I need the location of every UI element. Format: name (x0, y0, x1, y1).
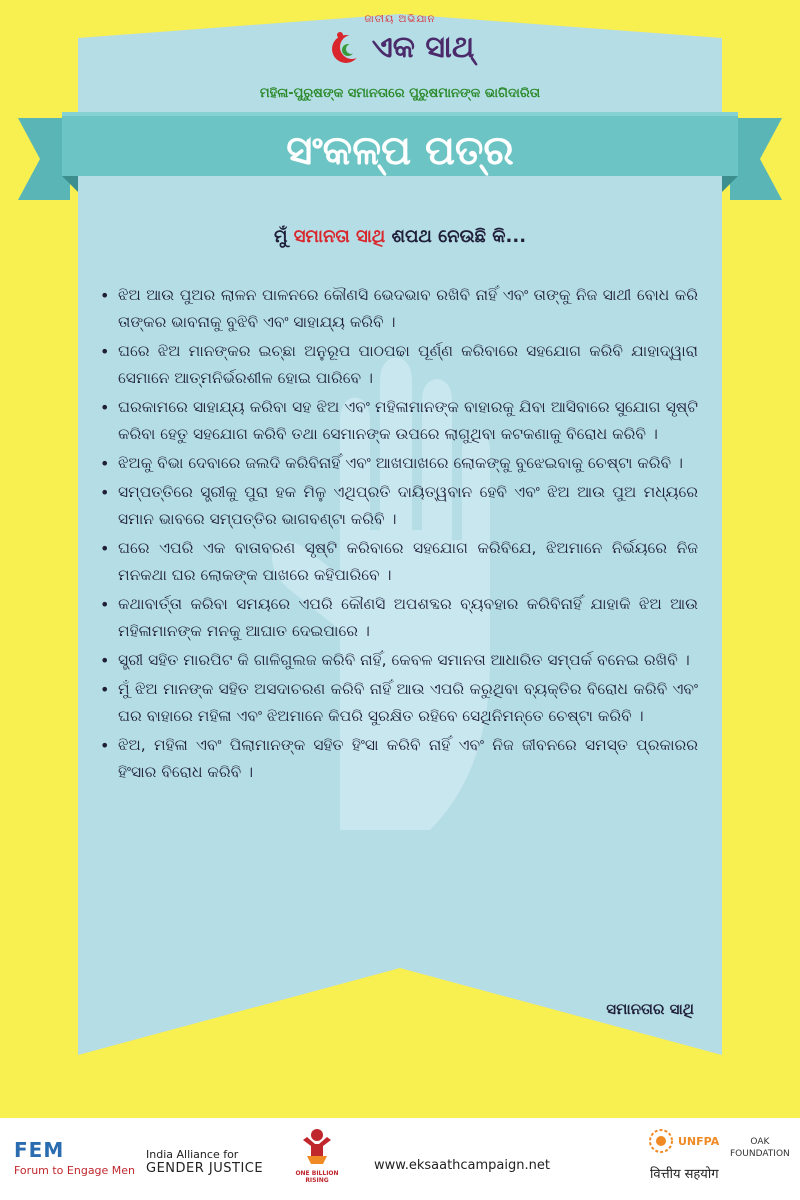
tagline: ମହିଳା-ପୁରୁଷଙ୍କ ସମାନତାରେ ପୁରୁଷମାନଙ୍କ ଭାଗିଦାରିତା (259, 86, 541, 101)
obr-text: ONE BILLION RISING (295, 1170, 339, 1184)
rising-figure-icon (297, 1126, 337, 1166)
pledge-item: • ଝିଅକୁ ବିଭା ଦେବାରେ ଜଲଦି କରିବିନାହିଁ ଏବଂ ଆଖପାଖରେ ଲୋକଙ୍କୁ ବୁଝେଇବାକୁ ଚେଷ୍ଟା କରିବି । (100, 450, 698, 477)
unfpa-text: UNFPA (678, 1134, 720, 1148)
oak-foundation-logo (730, 1136, 790, 1160)
oath-suffix: ଶପଥ ନେଉଛି କି... (391, 226, 527, 247)
fem-subtitle: Forum to Engage Men (14, 1164, 136, 1177)
pledge-item: • ସ୍ତ୍ରୀ ସହିତ ମାରପିଟ କି ଗାଳିଗୁଲଜ କରିବି ନାହିଁ, କେବଳ ସମାନତା ଆଧାରିତ ସମ୍ପର୍କ ବନେଇ ରଖିବି । (100, 647, 698, 674)
oak-line2: FOUNDATION (730, 1149, 790, 1159)
pledge-item: • ଝିଅ, ମହିଳା ଏବଂ ପିଲାମାନଙ୍କ ସହିତ ହିଂସା କରିବି ନାହିଁ ଏବଂ ନିଜ ଜୀବନରେ ସମସ୍ତ ପ୍ରକାରର ହିଂସାର ବିରୋଧ କରିବି । (100, 732, 698, 786)
one-billion-rising-logo (292, 1126, 342, 1184)
iagj-line1: India Alliance for (146, 1148, 239, 1161)
signature: ସମାନତାର ସାଥି (606, 1000, 694, 1018)
footer (0, 1118, 800, 1200)
oak-line1: OAK (750, 1137, 770, 1147)
pledge-item: • ସମ୍ପତ୍ତିରେ ସ୍ତ୍ରୀକୁ ପୁରା ହକ ମିଳୁ ଏଥିପ୍ରତି ଦାୟିତ୍ୱବାନ ହେବି ଏବଂ ଝିଅ ଆଉ ପୁଅ ମଧ୍ୟରେ ସମାନ ଭାବରେ ସମ୍ପତ୍ତିର ଭାଗବଣ୍ଟା କରିବି । (100, 479, 698, 533)
page-title: ସଂକଳ୍ପ ପତ୍ର (286, 128, 514, 174)
pledge-list (100, 282, 698, 788)
logo-text: ଏକ ସାଥ୍ (371, 29, 475, 65)
header (0, 14, 800, 67)
crescent-logo-icon (326, 27, 366, 67)
pledge-item: • ମୁଁ ଝିଅ ମାନଙ୍କ ସହିତ ଅସଦାଚରଣ କରିବି ନାହିଁ ଆଉ ଏପରି କରୁଥିବା ବ୍ୟକ୍ତିର ବିରୋଧ କରିବି ଏବଂ ଘର ବାହାରେ ମହିଳା ଏବଂ ଝିଅମାନେ କିପରି ସୁରକ୍ଷିତ ରହିବେ ସେଥିନିମନ୍ତେ ଚେଷ୍ଟା କରିବି । (100, 676, 698, 730)
pledge-item: • ଘରକାମରେ ସାହାଯ୍ୟ କରିବା ସହ ଝିଅ ଏବଂ ମହିଳାମାନଙ୍କ ବାହାରକୁ ଯିବା ଆସିବାରେ ସୁଯୋଗ ସୃଷ୍ଟି କରିବା ହେତୁ ସହଯୋଗ କରିବି ତଥା ସେମାନଙ୍କ ଉପରେ ଲାଗୁଥିବା କଟକଣାକୁ ବିରୋଧ କରିବି । (100, 394, 698, 448)
iagj-line2: GENDER JUSTICE (146, 1161, 264, 1176)
oath-prefix: ମୁଁ (273, 226, 288, 247)
financial-support-label: वित्तीय सहयोग (650, 1167, 719, 1182)
pledge-item: • ଘରେ ଝିଅ ମାନଙ୍କର ଇଚ୍ଛା ଅନୁରୂପ ପାଠପଢା ପୂର୍ଣ୍ଣ କରିବାରେ ସହଯୋଗ କରିବି ଯାହାଦ୍ୱାରା ସେମାନେ ଆତ୍ମନିର୍ଭରଶୀଳ ହୋଇ ପାରିବେ । (100, 338, 698, 392)
unfpa-logo (648, 1128, 719, 1154)
campaign-logo (0, 27, 800, 67)
fem-logo-text: FEM (14, 1138, 65, 1162)
oath-highlight: ସମାନତା ସାଥି (293, 226, 386, 247)
iagj-logo (146, 1148, 263, 1176)
website-link[interactable]: www.eksaathcampaign.net (374, 1158, 550, 1173)
globe-icon (648, 1128, 674, 1154)
campaign-label: ଜାତୀୟ ଅଭିଯାନ (364, 14, 436, 25)
pledge-item: • ଘରେ ଏପରି ଏକ ବାତାବରଣ ସୃଷ୍ଟି କରିବାରେ ସହଯୋଗ କରିବିଯେ, ଝିଅମାନେ ନିର୍ଭୟରେ ନିଜ ମନକଥା ଘର ଲୋକଙ୍କ ପାଖରେ କହିପାରିବେ । (100, 535, 698, 589)
fem-logo (14, 1138, 135, 1177)
pledge-item: • ଝିଅ ଆଉ ପୁଅର ଲାଳନ ପାଳନରେ କୌଣସି ଭେଦଭାବ ରଖିବି ନାହିଁ ଏବଂ ତାଙ୍କୁ ନିଜ ସାଥୀ ବୋଧ କରି ତାଙ୍କର ଭାବନାକୁ ବୁଝିବି ଏବଂ ସାହାଯ୍ୟ କରିବି । (100, 282, 698, 336)
pledge-item: • କଥାବାର୍ତ୍ତା କରିବା ସମୟରେ ଏପରି କୌଣସି ଅପଶବ୍ଦର ବ୍ୟବହାର କରିବିନାହିଁ ଯାହାକି ଝିଅ ଆଉ ମହିଳାମାନଙ୍କ ମନକୁ ଆଘାତ ଦେଇପାରେ । (100, 591, 698, 645)
oath-heading (0, 226, 800, 247)
